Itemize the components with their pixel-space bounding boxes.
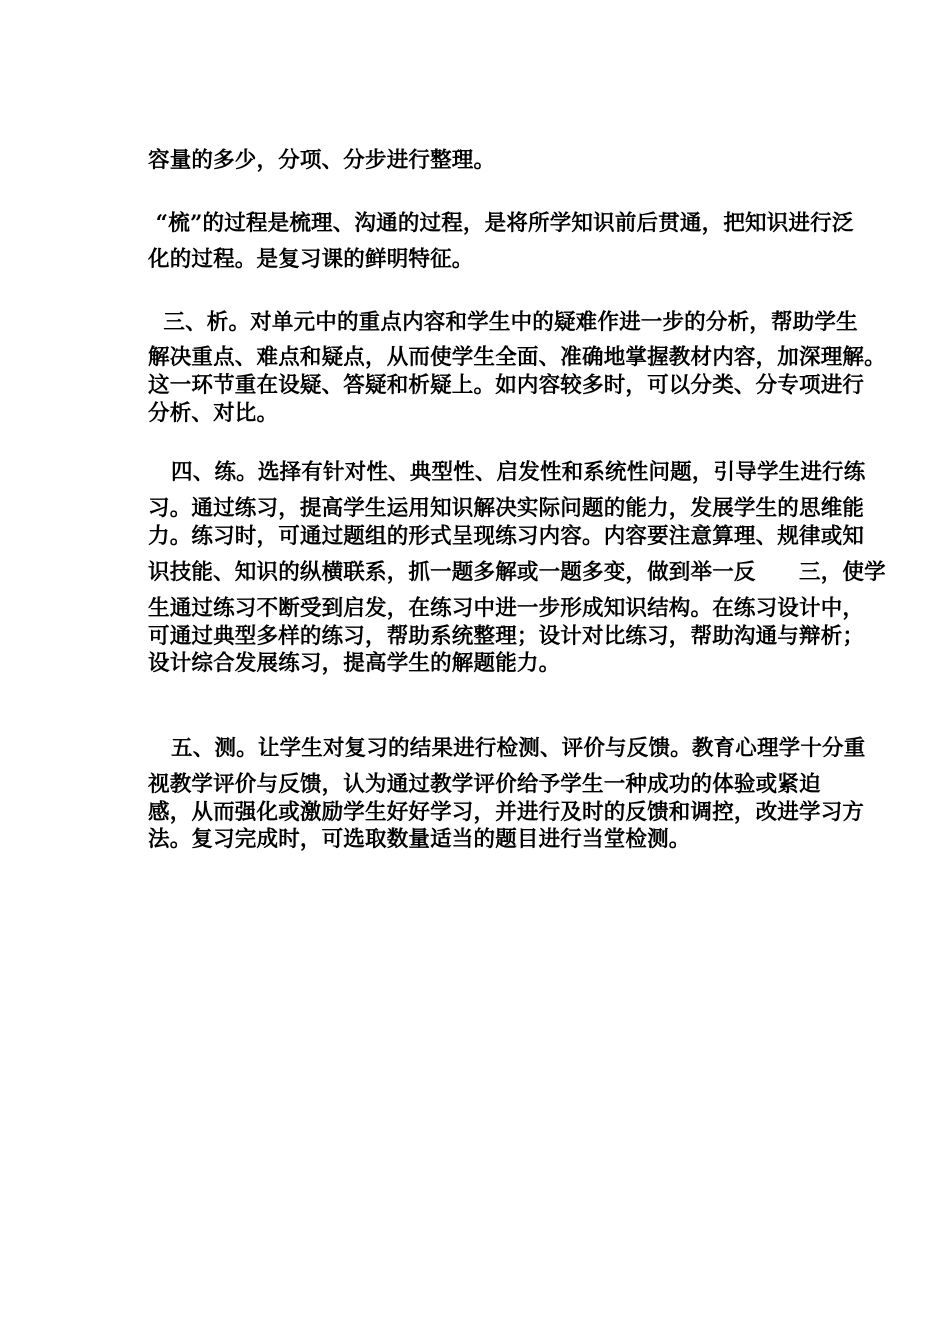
text-line: 分析、对比。 xyxy=(148,401,279,426)
text-line: 法。复习完成时，可选取数量适当的题目进行当堂检测。 xyxy=(148,827,691,852)
text-line: 生通过练习不断受到启发，在练习中进一步形成知识结构。在练习设计中， xyxy=(148,596,865,621)
text-line: 力。练习时，可通过题组的形式呈现练习内容。内容要注意算理、规律或知 xyxy=(148,524,865,549)
text-line: 视教学评价与反馈，认为通过教学评价给予学生一种成功的体验或紧迫 xyxy=(148,772,821,797)
text-line: 这一环节重在设疑、答疑和析疑上。如内容较多时，可以分类、分专项进行 xyxy=(148,373,865,398)
text-line: 五、测。让学生对复习的结果进行检测、评价与反馈。教育心理学十分重 xyxy=(148,736,866,761)
text-line: 化的过程。是复习课的鲜明特征。 xyxy=(148,247,474,272)
text-line: 解决重点、难点和疑点，从而使学生全面、准确地掌握教材内容，加深理解。 xyxy=(148,345,886,370)
text-line: 四、练。选择有针对性、典型性、启发性和系统性问题，引导学生进行练 xyxy=(148,460,866,485)
text-line: 设计综合发展练习，提高学生的解题能力。 xyxy=(148,651,561,676)
text-line: 三、析。对单元中的重点内容和学生中的疑难作进一步的分析，帮助学生 xyxy=(148,310,858,335)
text-line: “梳”的过程是梳理、沟通的过程，是将所学知识前后贯通，把知识进行泛 xyxy=(148,211,854,236)
text-line: 容量的多少，分项、分步进行整理。 xyxy=(148,148,496,173)
text-line: 感，从而强化或激励学生好好学习，并进行及时的反馈和调控，改进学习方 xyxy=(148,800,865,825)
text-line: 可通过典型多样的练习，帮助系统整理；设计对比练习，帮助沟通与辩析； xyxy=(148,624,865,649)
text-line: 习。通过练习，提高学生运用知识解决实际问题的能力，发展学生的思维能 xyxy=(148,496,865,521)
text-line: 识技能、知识的纵横联系，抓一题多解或一题多变，做到举一反 三，使学 xyxy=(148,560,886,585)
